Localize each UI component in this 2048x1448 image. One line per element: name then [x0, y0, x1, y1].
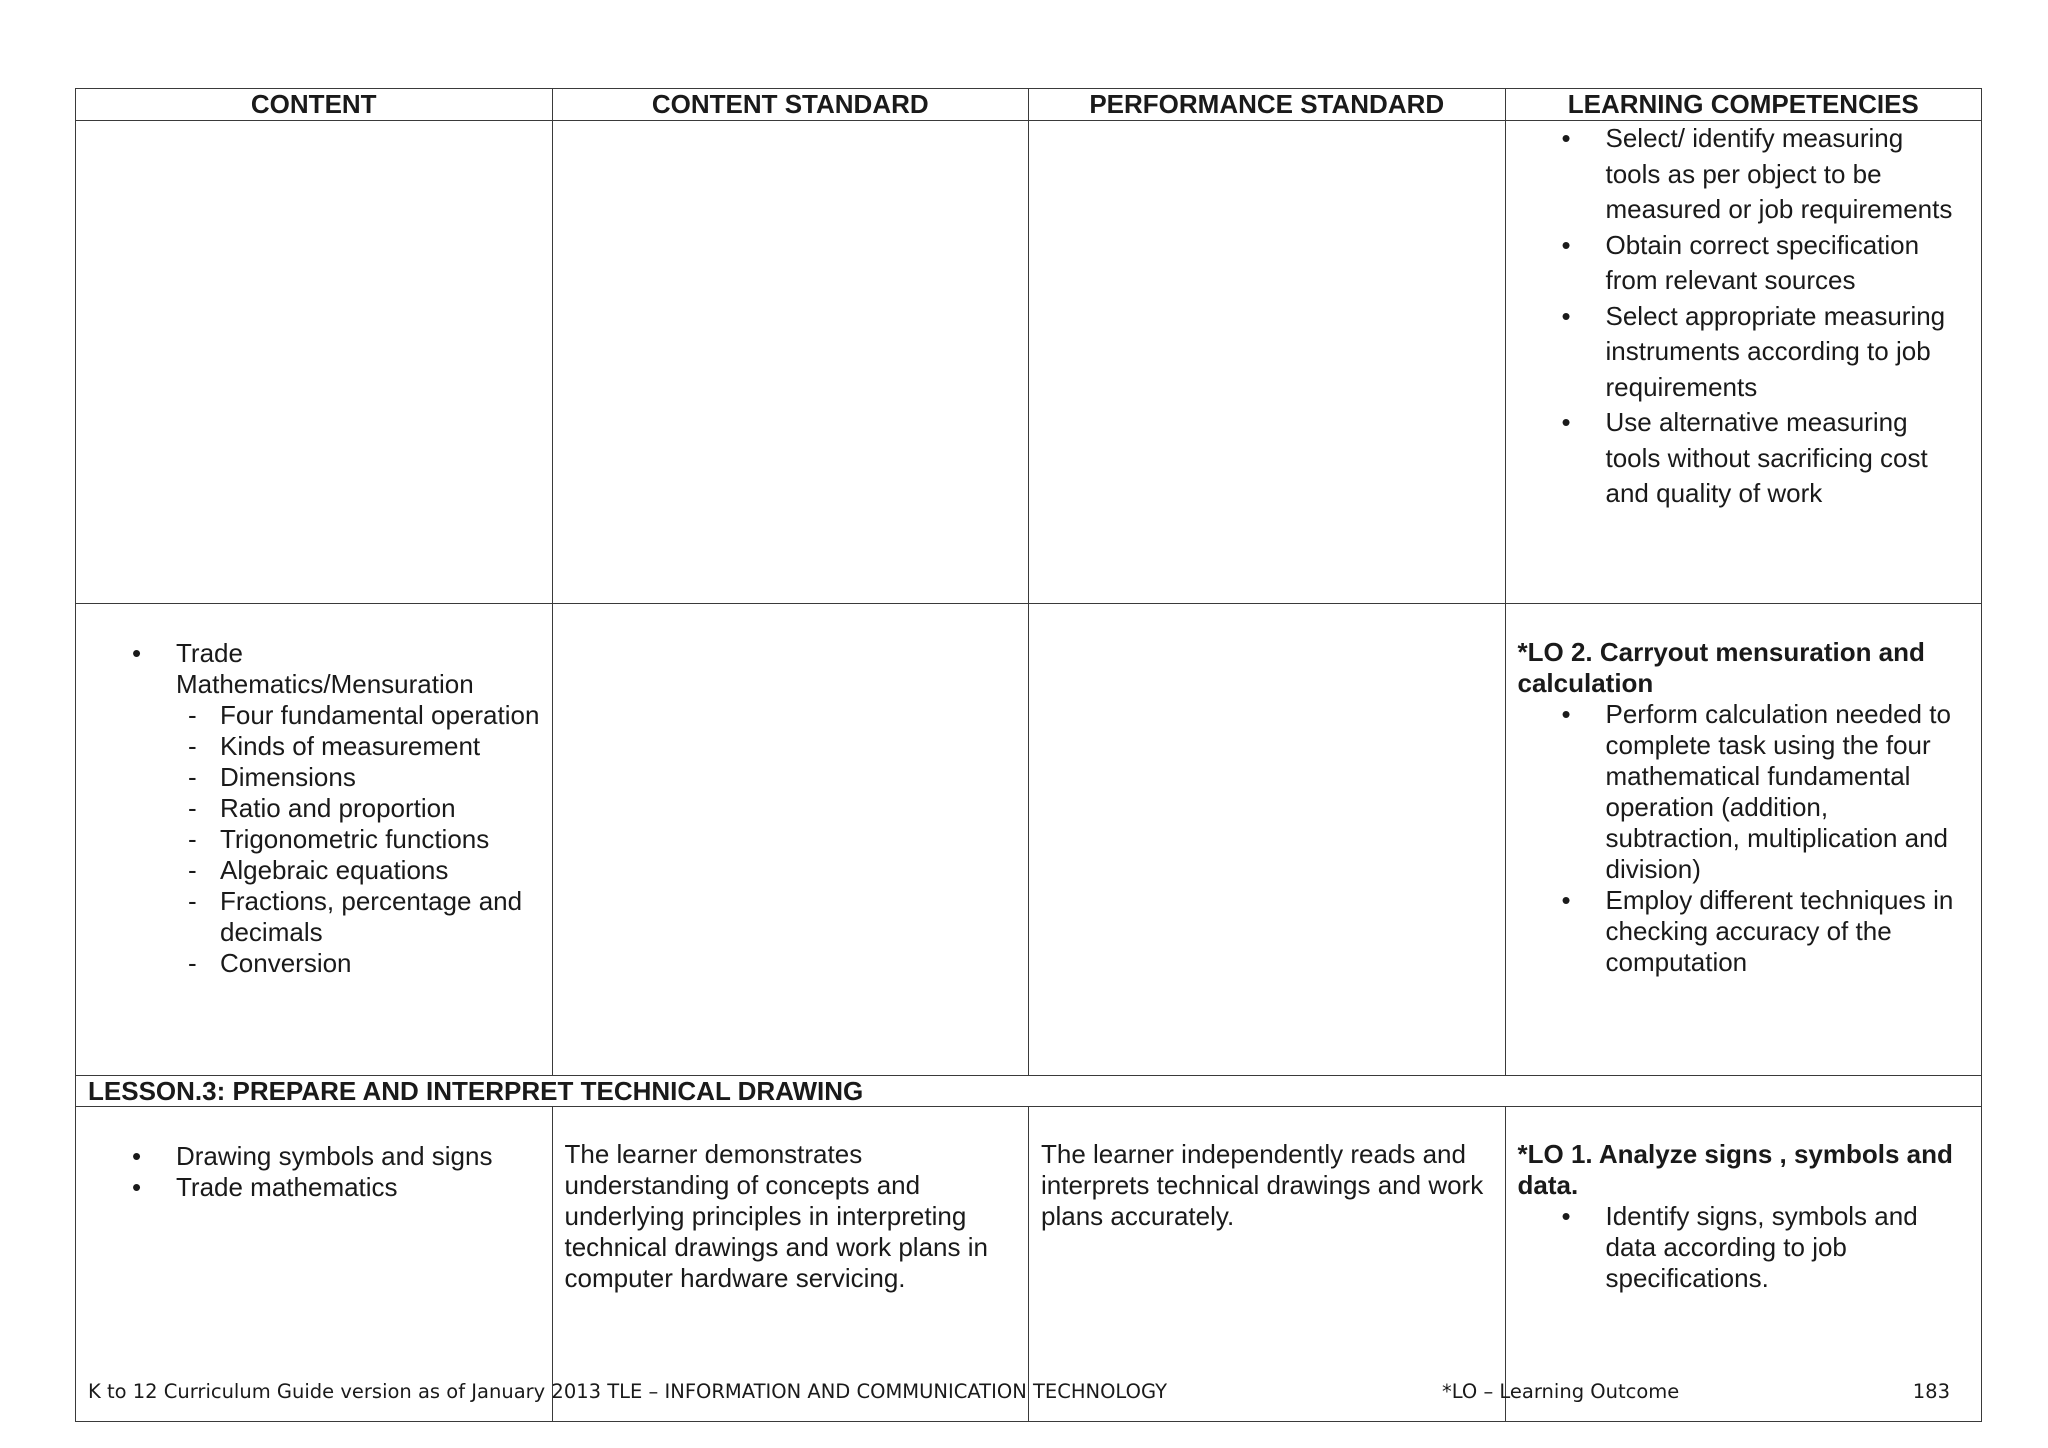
- list-item: • Employ different techniques in checking accuracy of the computation: [1518, 885, 1970, 978]
- header-row: [76, 89, 1982, 121]
- content-cell: [76, 121, 553, 604]
- lesson-row: [76, 1076, 1982, 1107]
- competencies-cell: [1505, 604, 1982, 1076]
- list-item: - Trigonometric functions: [88, 824, 540, 855]
- lesson-title: LESSON.3: PREPARE AND INTERPRET TECHNICAL DRAWING: [76, 1076, 1982, 1107]
- performance-standard-cell: [1029, 604, 1506, 1076]
- list-item: - Algebraic equations: [88, 855, 540, 886]
- list-item: - Conversion: [88, 948, 540, 979]
- footer-legend: *LO – Learning Outcome: [1442, 1380, 1680, 1403]
- list-item: • Drawing symbols and signs: [88, 1141, 540, 1172]
- list-item: - Fractions, percentage and decimals: [88, 886, 540, 948]
- list-item: - Four fundamental operation: [88, 700, 540, 731]
- competencies-cell: [1505, 1107, 1982, 1422]
- list-item: • Select appropriate measuring instruments according to job requirements: [1518, 299, 1970, 406]
- page-number: 183: [1912, 1380, 1950, 1403]
- competency-list: [1518, 1201, 1970, 1294]
- learning-outcome-title: *LO 2. Carryout mensuration and calculation: [1517, 637, 1925, 698]
- table-row: [76, 121, 1982, 604]
- content-cell: [76, 1107, 553, 1422]
- curriculum-table: [75, 88, 1982, 1422]
- content-topic: Trade Mathematics/Mensuration: [176, 638, 474, 699]
- performance-standard-cell: The learner independently reads and interprets technical drawings and work plans accurately.: [1029, 1107, 1506, 1422]
- header-performance-standard: PERFORMANCE STANDARD: [1029, 89, 1506, 121]
- content-standard-cell: The learner demonstrates understanding of concepts and underlying principles in interpreting technical drawings and work plans in computer hardware servicing.: [552, 1107, 1029, 1422]
- table-row: [76, 604, 1982, 1076]
- list-item: - Dimensions: [88, 762, 540, 793]
- content-list: [88, 1141, 540, 1203]
- list-item: [88, 638, 540, 700]
- competency-list: [1518, 699, 1970, 978]
- learning-outcome-title: *LO 1. Analyze signs , symbols and data.: [1517, 1139, 1953, 1200]
- content-standard-cell: [552, 604, 1029, 1076]
- competencies-cell: [1505, 121, 1982, 604]
- content-cell: [76, 604, 553, 1076]
- list-item: • Trade mathematics: [88, 1172, 540, 1203]
- list-item: - Ratio and proportion: [88, 793, 540, 824]
- list-item: • Use alternative measuring tools without sacrificing cost and quality of work: [1518, 405, 1970, 512]
- header-content: CONTENT: [76, 89, 553, 121]
- content-list: [88, 638, 540, 700]
- page-footer: [88, 1380, 1968, 1410]
- header-content-standard: CONTENT STANDARD: [552, 89, 1029, 121]
- performance-standard-cell: [1029, 121, 1506, 604]
- list-item: • Select/ identify measuring tools as per object to be measured or job requirements: [1518, 121, 1970, 228]
- header-learning-competencies: LEARNING COMPETENCIES: [1505, 89, 1982, 121]
- footer-document-title: K to 12 Curriculum Guide version as of January 2013 TLE – INFORMATION AND COMMUNICATION TECHNOLOGY: [88, 1380, 1167, 1403]
- content-subtopics: [88, 700, 540, 979]
- content-standard-cell: [552, 121, 1029, 604]
- list-item: - Kinds of measurement: [88, 731, 540, 762]
- competency-list: [1518, 121, 1970, 512]
- list-item: • Identify signs, symbols and data according to job specifications.: [1518, 1201, 1970, 1294]
- table-row: [76, 1107, 1982, 1422]
- list-item: • Perform calculation needed to complete task using the four mathematical fundamental operation (addition, subtraction, multiplication and division): [1518, 699, 1970, 885]
- list-item: • Obtain correct specification from relevant sources: [1518, 228, 1970, 299]
